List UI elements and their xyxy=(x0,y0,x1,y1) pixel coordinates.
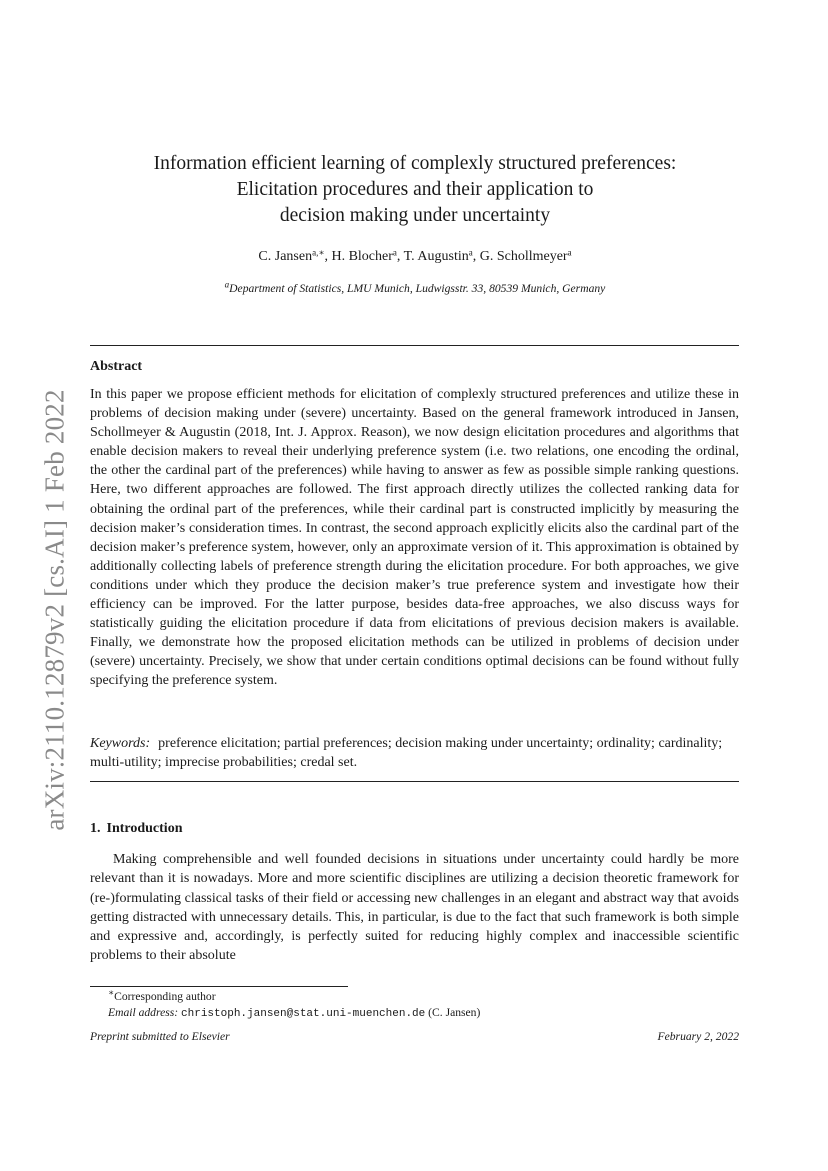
email-label: Email address: xyxy=(108,1006,179,1019)
footnote xyxy=(108,989,480,1022)
footnote-line xyxy=(108,1005,480,1022)
email-owner: (C. Jansen) xyxy=(428,1006,481,1019)
author-marks: a xyxy=(392,247,397,258)
affiliation xyxy=(90,281,740,297)
section-heading xyxy=(90,821,182,837)
author-name: H. Blocher xyxy=(331,249,393,264)
author-name: G. Schollmeyer xyxy=(479,249,568,264)
introduction-body: Making comprehensible and well founded decisions in situations under uncertainty could hardly be more relevant than it is nowadays. More and more scientific disciplines are utilizing a decision theoretic framework for (re-)formulating classical tasks of their field or accessing new challenges in an elegant and abstract way that avoids getting distracted with unnecessary details. This, in particular, is due to the fact that such framework is both simple and expressive and, accordingly, is perfectly suited for reducing highly complex and inaccessible scientific problems to their absolute xyxy=(90,852,739,964)
abstract-bottom-rule xyxy=(90,781,739,782)
section-number: 1. xyxy=(90,821,101,836)
affiliation-mark: a xyxy=(224,279,230,290)
author-separator: , xyxy=(324,249,332,264)
keywords xyxy=(90,734,739,772)
author-marks: a,∗ xyxy=(312,247,325,258)
email-link[interactable]: christoph.jansen@stat.uni-muenchen.de xyxy=(181,1008,426,1020)
footnote-mark: ∗ xyxy=(108,987,115,998)
title-line: Elicitation procedures and their application to xyxy=(236,179,594,200)
preprint-date: February 2, 2022 xyxy=(657,1030,739,1043)
paper-title xyxy=(90,151,740,229)
title-line: Information efficient learning of complexly structured preferences: xyxy=(153,153,677,174)
footnote-line xyxy=(108,989,480,1005)
author-marks: a xyxy=(468,247,473,258)
footnote-rule xyxy=(90,986,348,987)
author-marks: a xyxy=(567,247,572,258)
author-name: T. Augustin xyxy=(403,249,469,264)
section-title: Introduction xyxy=(106,821,183,836)
keywords-label: Keywords: xyxy=(90,736,151,751)
footnote-corresponding: Corresponding author xyxy=(114,990,216,1003)
author-separator: , xyxy=(472,249,480,264)
abstract-body: In this paper we propose efficient methods for elicitation of complexly structured preferences and utilize these in problems of decision making under (severe) uncertainty. Based on the general framework introduced in Jansen, Schollmeyer & Augustin (2018, Int. J. Approx. Reason), we now design elicitation procedures and algorithms that enable decision makers to reveal their underlying preference system (i.e. two relations, one encoding the ordinal, the other the cardinal part of the preferences) while having to answer as few as possible simple ranking questions. Here, two different approaches are followed. The first approach directly utilizes the collected ranking data for obtaining the ordinal part of the preferences, while their cardinal part is constructed implicitly by measuring the decision maker’s consideration times. In contrast, the second approach explicitly elicits also the cardinal part of the decision maker’s preference system, however, only an approximate version of it. This approximation is obtained by additionally collecting labels of preference strength during the elicitation procedure. For both approaches, we give conditions under which they produce the decision maker’s true preference system and investigate how their efficiency can be improved. For the latter purpose, besides data-free approaches, we also discuss ways for statistically guiding the elicitation procedure if data from elicitations of previous decision makers is available. Finally, we demonstrate how the proposed elicitation methods can be utilized in problems of decision under (severe) uncertainty. Precisely, we show that under certain conditions optimal decisions can be found without fully specifying the preference system. xyxy=(90,387,739,689)
author-name: C. Jansen xyxy=(258,249,313,264)
title-line: decision making under uncertainty xyxy=(279,205,551,226)
affiliation-text: Department of Statistics, LMU Munich, Ludwigsstr. 33, 80539 Munich, Germany xyxy=(229,282,606,295)
abstract-heading: Abstract xyxy=(90,359,143,374)
abstract-top-rule xyxy=(90,345,739,346)
author-separator: , xyxy=(396,249,404,264)
author-list xyxy=(90,248,740,266)
preprint-note: Preprint submitted to Elsevier xyxy=(90,1030,230,1043)
arxiv-identifier: arXiv:2110.12879v2 [cs.AI] 1 Feb 2022 xyxy=(39,389,70,831)
keywords-text: preference elicitation; partial preferences; decision making under uncertainty; ordinality; cardinality; multi-utility; imprecise probabilities; credal set. xyxy=(90,736,723,770)
